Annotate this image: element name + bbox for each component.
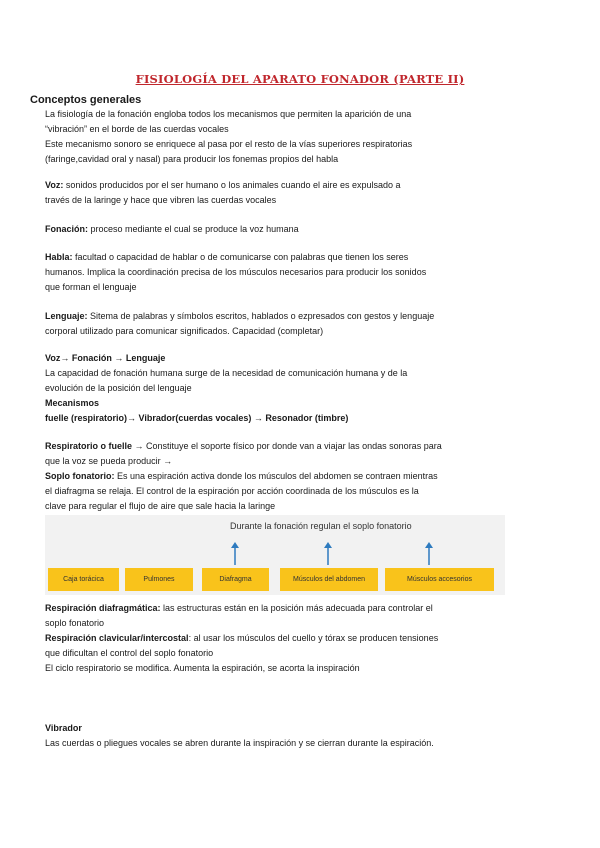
soplo-diagram — [45, 515, 505, 595]
text-line: “vibración” en el borde de las cuerdas vocales — [45, 124, 229, 134]
respiracion-section — [45, 601, 545, 676]
text-line: Es una espiración activa donde los músculos del abdomen se contraen mientras — [114, 471, 438, 481]
conceptos-paragraph — [45, 107, 545, 167]
box-musculos-accesorios: Músculos accesorios — [385, 568, 494, 591]
text-line: Las cuerdas o pliegues vocales se abren durante la inspiración y se cierran durante la espiración. — [45, 738, 434, 748]
sequence-section — [45, 351, 545, 426]
text-line: clave para regular el flujo de aire que sale hacia la laringe — [45, 501, 276, 511]
mecanismos-heading: Mecanismos — [45, 398, 100, 408]
voz-definition — [45, 178, 545, 208]
text-line: (faringe,cavidad oral y nasal) para producir los fonemas propios del habla — [45, 154, 339, 164]
diagram-caption: Durante la fonación regulan el soplo fonatorio — [230, 521, 412, 531]
text-line: las estructuras están en la posición más adecuada para controlar el — [160, 603, 433, 613]
text-line: el diafragma se relaja. El control de la espiración por acción coordinada de los músculos es la — [45, 486, 419, 496]
box-diafragma: Diafragma — [202, 568, 269, 591]
mecanismos-chain: fuelle (respiratorio)→ Vibrador(cuerdas vocales) → Resonador (timbre) — [45, 413, 349, 423]
text-line: Sitema de palabras y símbolos escritos, hablados o ezpresados con gestos y lenguaje — [87, 311, 435, 321]
text-line: facultad o capacidad de hablar o de comunicarse con palabras que tienen los seres — [72, 252, 409, 262]
text-line: La capacidad de fonación humana surge de la necesidad de comunicación humana y de la — [45, 368, 408, 378]
diafragmatica-term: Respiración diafragmática: — [45, 603, 161, 613]
vibrador-section — [45, 721, 545, 751]
text-line: que la voz se pueda producir → — [45, 456, 173, 466]
up-arrow-icon — [230, 542, 240, 566]
box-caja-toracica: Caja torácica — [48, 568, 119, 591]
lenguaje-definition — [45, 309, 545, 339]
text-line: La fisiología de la fonación engloba todos los mecanismos que permiten la aparición de una — [45, 109, 412, 119]
text-line: corporal utilizado para comunicar significados. Capacidad (completar) — [45, 326, 324, 336]
box-musculos-abdomen: Músculos del abdomen — [280, 568, 378, 591]
lenguaje-term: Lenguaje: — [45, 311, 88, 321]
text-line: humanos. Implica la coordinación precisa de los músculos necesarios para producir los sonidos — [45, 267, 427, 277]
habla-term: Habla: — [45, 252, 73, 262]
text-line: Este mecanismo sonoro se enriquece al pasa por el resto de la vías superiores respiratorias — [45, 139, 413, 149]
text-line: proceso mediante el cual se produce la voz humana — [88, 224, 299, 234]
up-arrow-icon — [323, 542, 333, 566]
box-pulmones: Pulmones — [125, 568, 193, 591]
up-arrow-icon — [424, 542, 434, 566]
fonacion-definition — [45, 222, 545, 237]
document-title: FISIOLOGÍA DEL APARATO FONADOR (PARTE II) — [135, 72, 465, 86]
respiratorio-term: Respiratorio o fuelle — [45, 441, 133, 451]
chain-heading: Voz→ Fonación → Lenguaje — [45, 353, 166, 363]
habla-definition — [45, 250, 545, 295]
text-line: sonidos producidos por el ser humano o los animales cuando el aire es expulsado a — [63, 180, 401, 190]
text-line: que dificultan el control del soplo fonatorio — [45, 648, 214, 658]
text-line: : al usar los músculos del cuello y tórax se producen tensiones — [188, 633, 439, 643]
conceptos-heading: Conceptos generales — [30, 94, 142, 106]
voz-term: Voz: — [45, 180, 64, 190]
vibrador-heading: Vibrador — [45, 723, 82, 733]
text-line: evolución de la posición del lenguaje — [45, 383, 192, 393]
text-line: soplo fonatorio — [45, 618, 105, 628]
clavicular-term: Respiración clavicular/intercostal — [45, 633, 189, 643]
respiratorio-section — [45, 439, 545, 514]
text-line: El ciclo respiratorio se modifica. Aumenta la espiración, se acorta la inspiración — [45, 663, 360, 673]
fonacion-term: Fonación: — [45, 224, 88, 234]
soplo-term: Soplo fonatorio: — [45, 471, 115, 481]
text-line: través de la laringe y hace que vibren las cuerdas vocales — [45, 195, 277, 205]
text-line: → Constituye el soporte físico por donde van a viajar las ondas sonoras para — [132, 441, 442, 451]
text-line: que forman el lenguaje — [45, 282, 137, 292]
